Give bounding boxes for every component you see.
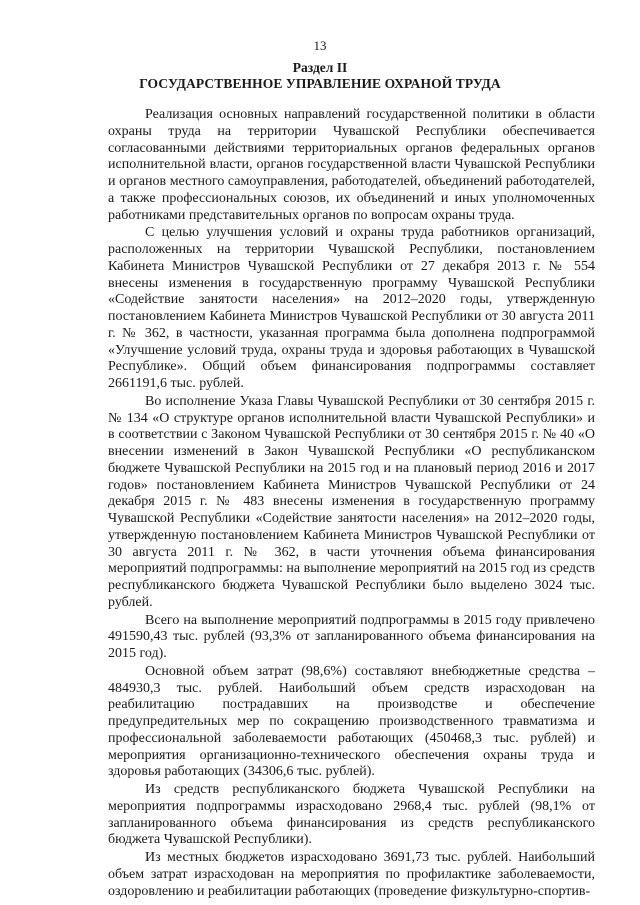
body-text [108, 107, 595, 901]
paragraph: Основной объем затрат (98,6%) составляют внебюджетные средства – 484930,3 тыс. рублей. Наибольший объем средств израсходован на реабилитацию пострадавших на производстве и обеспечение предупредительных мер по сокращению производственного травматизма и профессиональной заболеваемости работающих (450468,3 тыс. рублей) и мероприятия организационно-технического обеспечения охраны труда и здоровья работающих (34306,6 тыс. рублей). [108, 663, 595, 780]
section-title: ГОСУДАРСТВЕННОЕ УПРАВЛЕНИЕ ОХРАНОЙ ТРУДА [139, 76, 501, 91]
paragraph: Всего на выполнение мероприятий подпрограммы в 2015 году привлечено 491590,43 тыс. рублей (93,3% от запланированного объема финансирования на 2015 год). [108, 612, 595, 661]
paragraph: Из средств республиканского бюджета Чувашской Республики на мероприятия подпрограммы израсходовано 2968,4 тыс. рублей (98,1% от запланированного объема финансирования из средств республиканского бюджета Чувашской Республики). [108, 782, 595, 848]
paragraph: С целью улучшения условий и охраны труда работников организаций, расположенных на территории Чувашской Республики, постановлением Кабинета Министров Чувашской Республики от 27 декабря 2013 г. № 554 внесены изменения в государственную программу Чувашской Республики «Содействие занятости населения» на 2012–2020 годы, утвержденную постановлением Кабинета Министров Чувашской Республики от 30 августа 2011 г. № 362, в частности, указанная программа была дополнена подпрограммой «Улучшение условий труда, охраны труда и здоровья работающих в Чувашской Республике». Общий объем финансирования подпрограммы составляет 2661191,6 тыс. рублей. [108, 225, 595, 391]
paragraph: Реализация основных направлений государственной политики в области охраны труда на территории Чувашской Республики обеспечивается согласованными действиями территориальных органов федеральных органов исполнительной власти, органов государственной власти Чувашской Республики и органов местного самоуправления, работодателей, объединений работодателей, а также профессиональных союзов, их объединений и иных уполномоченных работниками представительных органов по вопросам охраны труда. [108, 107, 595, 223]
section-label: Раздел II [292, 60, 348, 75]
paragraph: Из местных бюджетов израсходовано 3691,73 тыс. рублей. Наибольший объем затрат израсходован на мероприятия по профилактике заболеваемости, оздоровлению и реабилитации работающих (проведение физкультурно-спортив- [108, 850, 595, 899]
paragraph: Во исполнение Указа Главы Чувашской Республики от 30 сентября 2015 г. № 134 «О структуре органов исполнительной власти Чувашской Республики» и в соответствии с Законом Чувашской Республики от 30 сентября 2015 г. № 40 «О внесении изменений в Закон Чувашской Республики «О республиканском бюджете Чувашской Республики на 2015 год и на плановый период 2016 и 2017 годов» постановлением Кабинета Министров Чувашской Республики от 24 декабря 2015 г. № 483 внесены изменения в государственную программу Чувашской Республики «Содействие занятости населения» на 2012–2020 годы, утвержденную постановлением Кабинета Министров Чувашской Республики от 30 августа 2011 г. № 362, в части уточнения объема финансирования мероприятий подпрограммы: на выполнение мероприятий на 2015 год из средств республиканского бюджета Чувашской Республики было выделено 3024 тыс. рублей. [108, 393, 595, 610]
page-number: 13 [313, 38, 327, 53]
